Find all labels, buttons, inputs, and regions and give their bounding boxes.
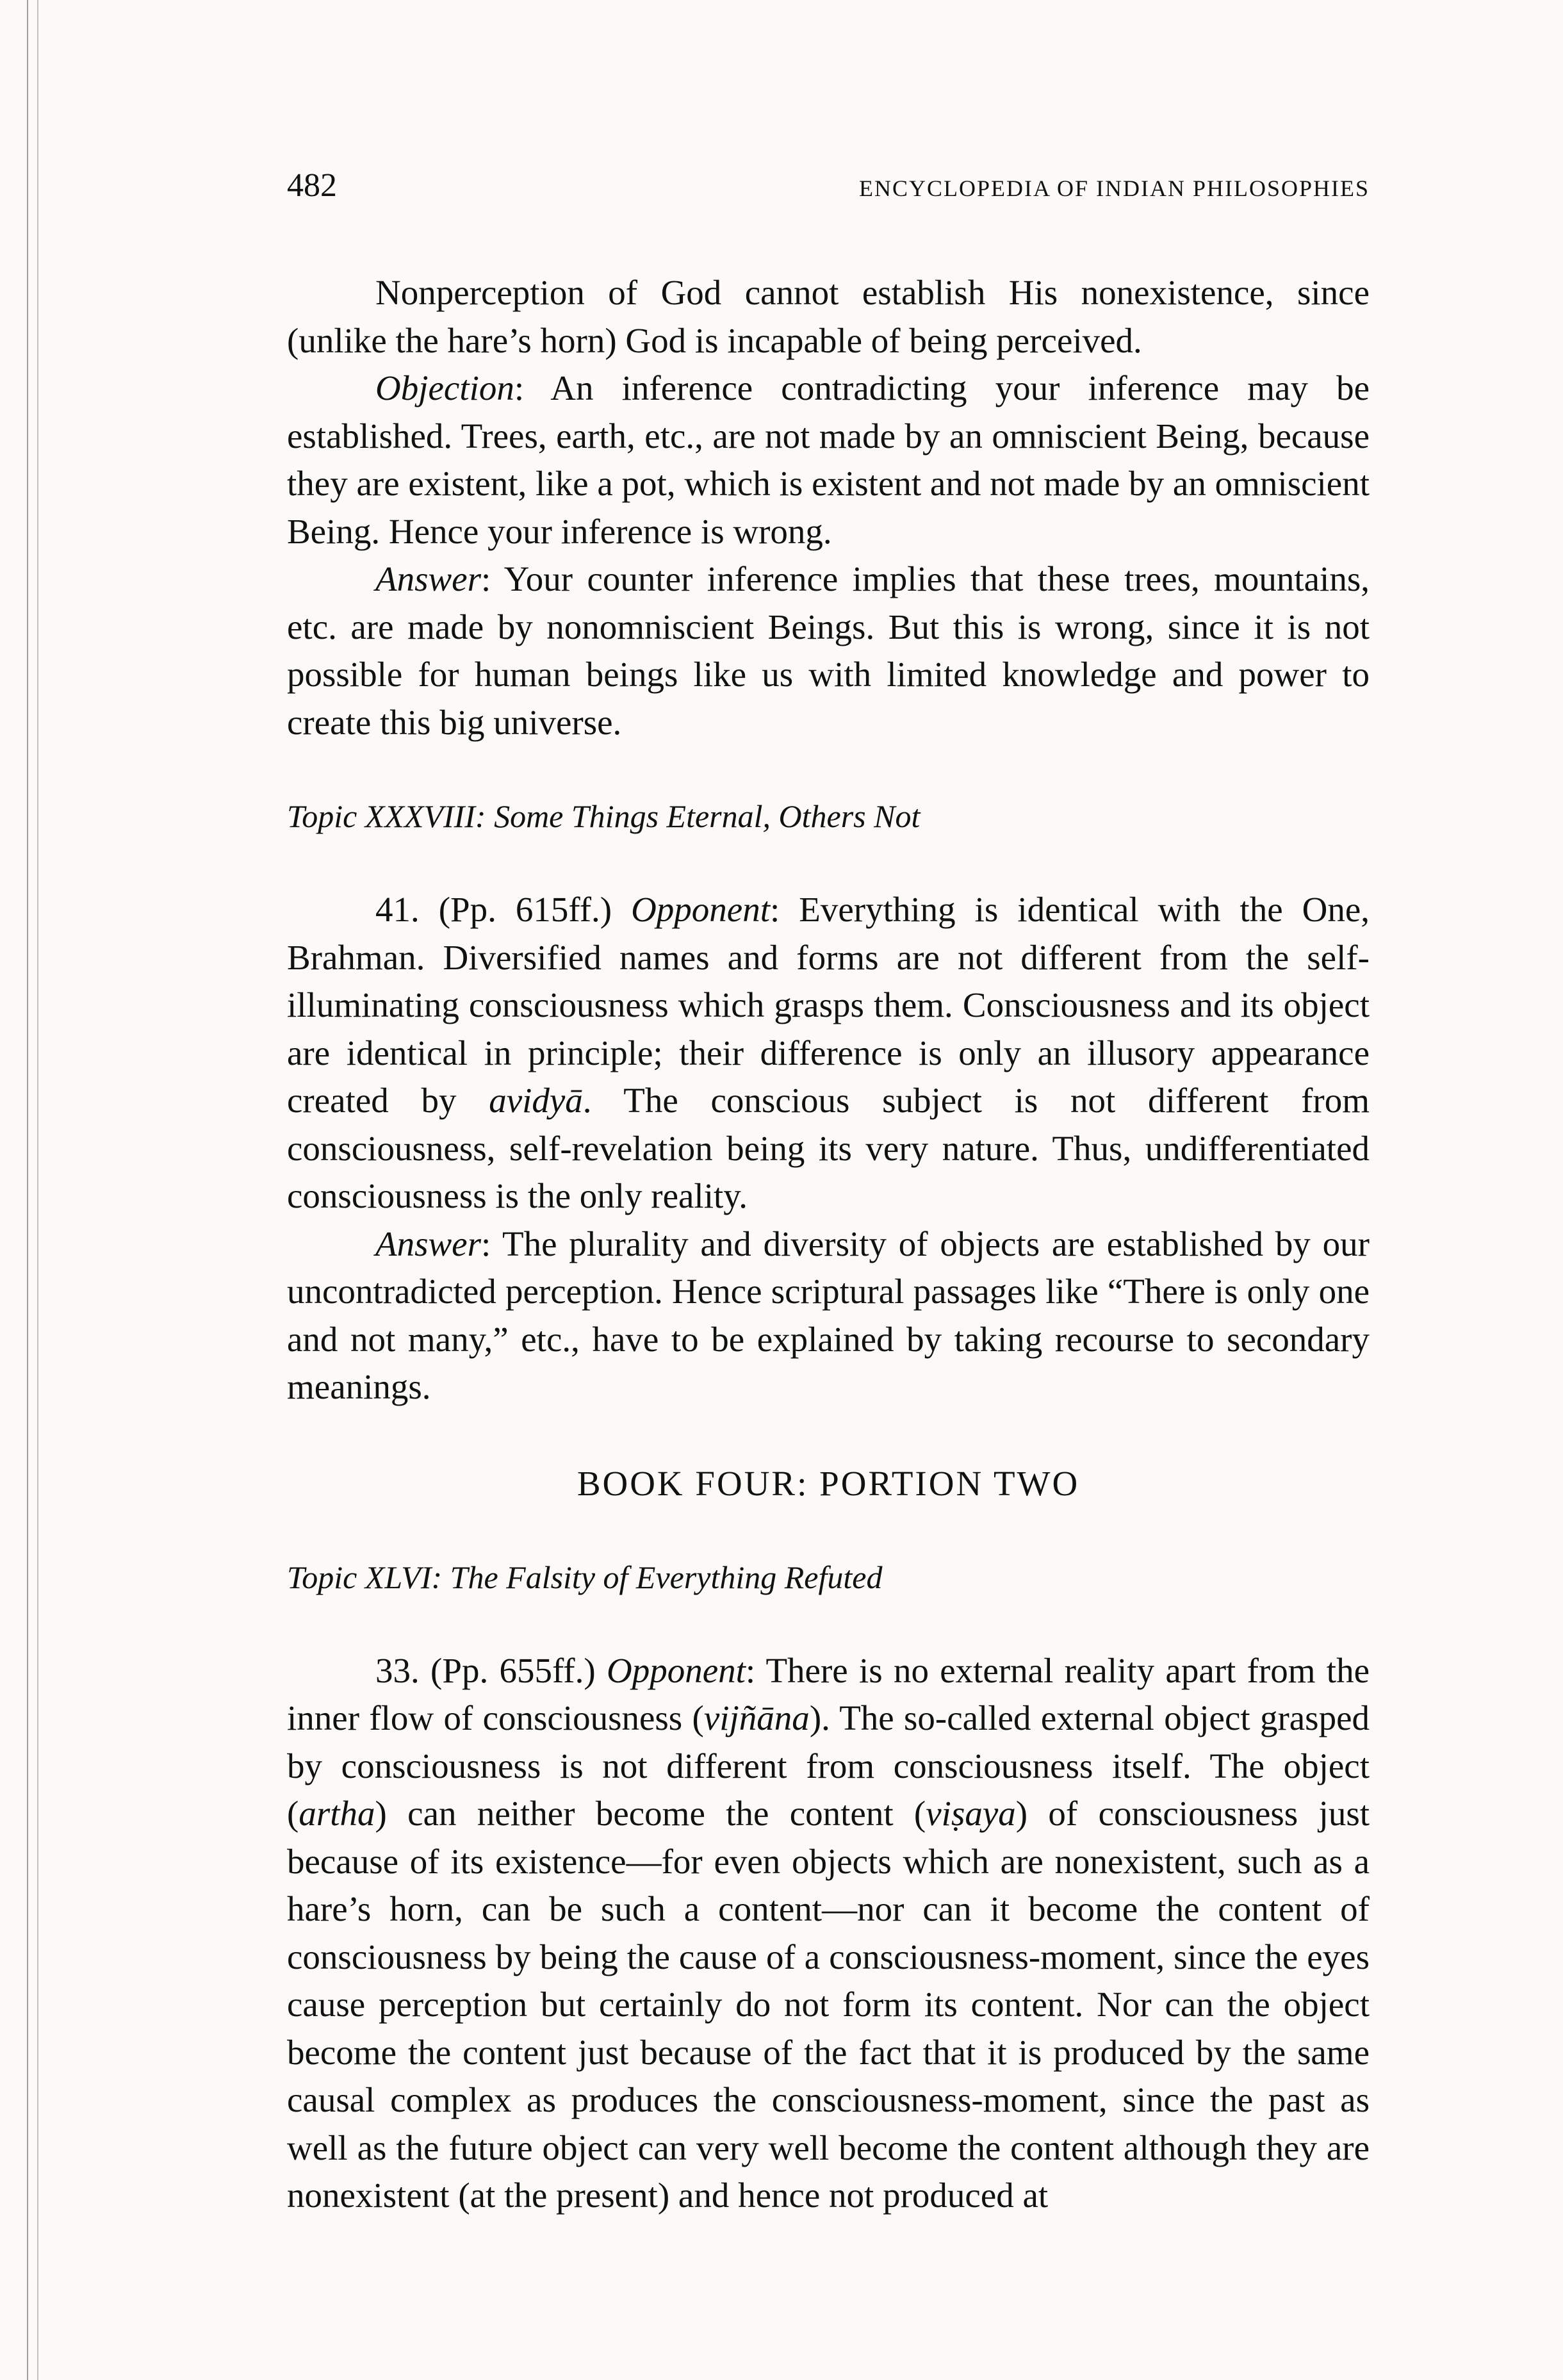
paragraph-text: : The plurality and diversity of objects are established by our uncontradicted perception. Hence scriptural passages like “There is only one and not many,” etc., have to be explained by taking recourse to secondary meanings. <box>287 1224 1370 1406</box>
paragraph-text: ) of consciousness just because of its existence—for even objects which are nonexistent, such as a hare’s horn, can be such a content—nor can it become the content of consciousness by being the cause of a consciousness-moment, since the eyes cause perception but certainly do not form its content. Nor can the object become the content just because of the fact that it is produced by the same causal complex as produces the consciousness-moment, since the past as well as the future object can very well become the content although they are nonexistent (at the present) and hence not produced at <box>287 1794 1370 2215</box>
paragraph-text: ). The so-called external object grasped by consciousness is not different from consciousness itself. The object ( <box>287 1698 1370 1833</box>
sanskrit-term: artha <box>299 1794 375 1833</box>
paragraph <box>287 886 1370 1220</box>
paragraph-text: : An inference contradicting your inference may be established. Trees, earth, etc., are not made by an omniscient Being, because they are existent, like a pot, which is existent and not made by an omniscient Being. Hence your inference is wrong. <box>287 368 1370 551</box>
paragraph-text: Nonperception of God cannot establish His nonexistence, since (unlike the hare’s horn) God is incapable of being perceived. <box>287 273 1370 360</box>
answer-label: Answer <box>375 1224 481 1263</box>
paragraph <box>287 365 1370 555</box>
opponent-label: Opponent <box>631 890 770 929</box>
paragraph-text: : Everything is identical with the One, Brahman. Diversified names and forms are not different from the self-illuminating consciousness which grasps them. Consciousness and its object are identical in principle; their difference is only an illusory appearance created by <box>287 890 1370 1120</box>
book-page <box>287 167 1370 2220</box>
section-reference: 33. (Pp. 655ff.) <box>375 1650 607 1690</box>
paragraph-text: . The conscious subject is not different from consciousness, self-revelation being its very nature. Thus, undifferentiated consciousness is the only reality. <box>287 1081 1370 1215</box>
book-heading: BOOK FOUR: PORTION TWO <box>577 1463 1080 1503</box>
topic-label: Topic XXXVIII <box>287 798 475 834</box>
topic-title: : The Falsity of Everything Refuted <box>431 1559 883 1595</box>
objection-label: Objection <box>375 368 514 407</box>
paragraph-text: ) can neither become the content ( <box>375 1794 926 1833</box>
binding-edge-line <box>27 0 28 2380</box>
paragraph-text: : There is no external reality apart from the inner flow of consciousness ( <box>287 1650 1370 1737</box>
topic-heading <box>287 792 1370 840</box>
running-head: ENCYCLOPEDIA OF INDIAN PHILOSOPHIES <box>858 176 1370 201</box>
paragraph-text: : Your counter inference implies that these trees, mountains, etc. are made by nonomniscient Beings. But this is wrong, since it is not possible for human beings like us with limited knowledge and power to create this big universe. <box>287 559 1370 742</box>
section-reference: 41. (Pp. 615ff.) <box>375 890 632 929</box>
sanskrit-term: viṣaya <box>926 1794 1016 1833</box>
topic-title: : Some Things Eternal, Others Not <box>475 798 921 834</box>
topic-label: Topic XLVI <box>287 1559 432 1595</box>
paragraph <box>287 1647 1370 2220</box>
page-header <box>287 167 1370 224</box>
sanskrit-term: avidyā <box>489 1081 583 1120</box>
sanskrit-term: vijñāna <box>703 1698 810 1737</box>
paragraph <box>287 555 1370 746</box>
binding-edge-line <box>37 0 38 2380</box>
page-number: 482 <box>287 167 337 204</box>
paragraph <box>287 269 1370 365</box>
paragraph <box>287 1220 1370 1411</box>
topic-heading <box>287 1554 1370 1601</box>
opponent-label: Opponent <box>606 1650 746 1690</box>
answer-label: Answer <box>375 559 481 598</box>
